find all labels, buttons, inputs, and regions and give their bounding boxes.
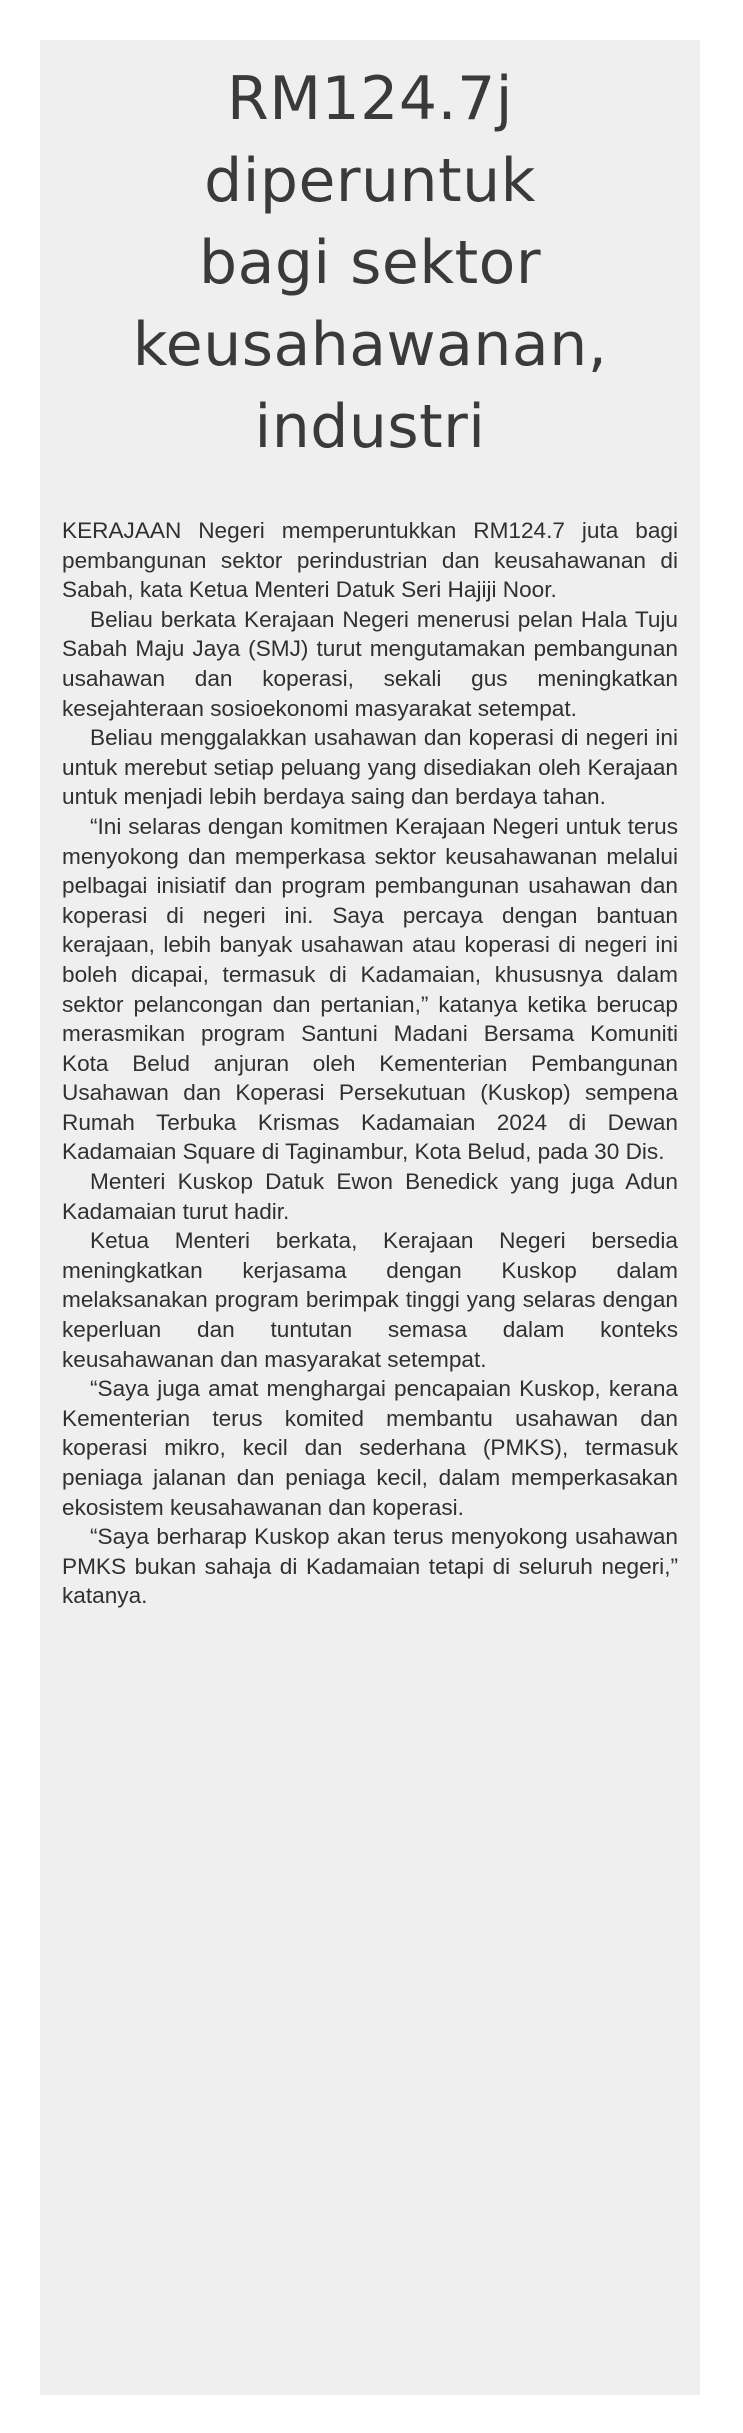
paragraph: Beliau berkata Kerajaan Negeri menerusi pelan Hala Tuju Sabah Maju Jaya (SMJ) turut mengutamakan pembangunan usahawan dan koperasi, sekali gus meningkatkan kesejahteraan sosioekonomi masyarakat setempat. [62,606,678,721]
headline-line: RM124.7j [227,64,513,134]
paragraph: KERAJAAN Negeri memperuntukkan RM124.7 juta bagi pembangunan sektor perindustrian dan keusahawanan di Sabah, kata Ketua Menteri Datuk Seri Hajiji Noor. [62,518,678,603]
paragraph: Beliau menggalakkan usahawan dan koperasi di negeri ini untuk merebut setiap peluang yang disediakan oleh Kerajaan untuk menjadi lebih berdaya saing dan berdaya tahan. [62,725,678,810]
paragraph: “Saya berharap Kuskop akan terus menyokong usahawan PMKS bukan sahaja di Kadamaian tetapi di seluruh negeri,” katanya. [62,1524,678,1609]
headline-line: bagi sektor [198,228,541,298]
paragraph: Ketua Menteri berkata, Kerajaan Negeri bersedia meningkatkan kerjasama dengan Kuskop dalam melaksanakan program berimpak tinggi yang selaras dengan keperluan dan tuntutan semasa dalam konteks keusahawanan dan masyarakat setempat. [62,1228,678,1372]
headline-line: diperuntuk [204,146,536,216]
headline-line: industri [254,392,486,462]
headline-line: keusahawanan, [132,310,608,380]
paragraph: “Saya juga amat menghargai pencapaian Kuskop, kerana Kementerian terus komited membantu usahawan dan koperasi mikro, kecil dan sederhana (PMKS), termasuk peniaga jalanan dan peniaga kecil, dalam memperkasakan ekosistem keusahawanan dan koperasi. [62,1376,678,1520]
headline [62,40,678,468]
news-clipping [40,40,700,2395]
article-body [62,516,678,1611]
paragraph: “Ini selaras dengan komitmen Kerajaan Negeri untuk terus menyokong dan memperkasa sektor keusahawanan melalui pelbagai inisiatif dan program pembangunan usahawan dan koperasi di negeri ini. Saya percaya dengan bantuan kerajaan, lebih banyak usahawan atau koperasi di negeri ini boleh dicapai, termasuk di Kadamaian, khususnya dalam sektor pelancongan dan pertanian,” katanya ketika berucap merasmikan program Santuni Madani Bersama Komuniti Kota Belud anjuran oleh Kementerian Pembangunan Usahawan dan Koperasi Persekutuan (Kuskop) sempena Rumah Terbuka Krismas Kadamaian 2024 di Dewan Kadamaian Square di Taginambur, Kota Belud, pada 30 Dis. [62,813,678,1165]
paragraph: Menteri Kuskop Datuk Ewon Benedick yang juga Adun Kadamaian turut hadir. [62,1169,678,1224]
